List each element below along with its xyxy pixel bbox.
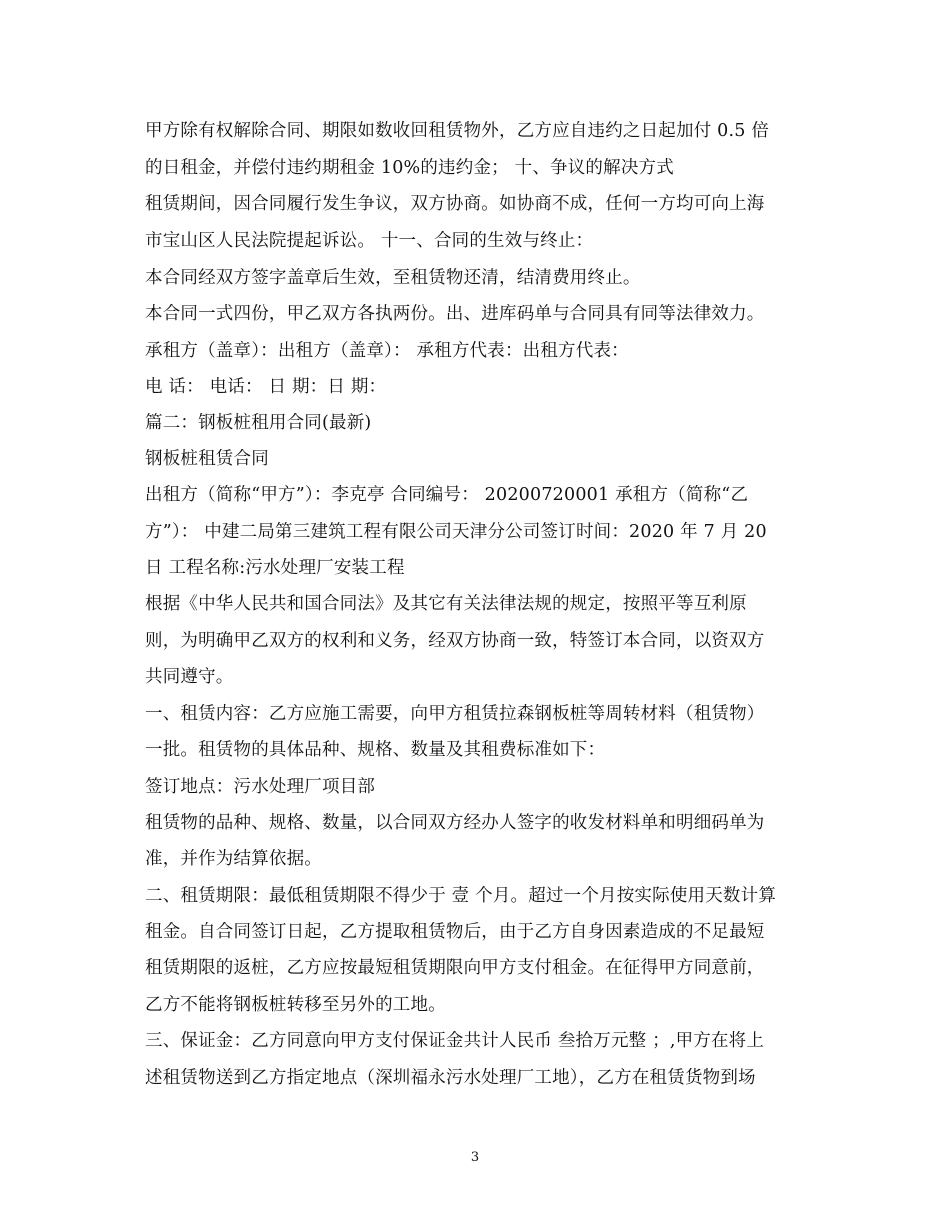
text-line: 电 话： 电话： 日 期：日 期： [145,377,387,397]
text-line: 租赁物的品种、规格、数量，以合同双方经办人签字的收发材料单和明细码单为 [145,813,765,833]
text-line: 甲方除有权解除合同、期限如数收回租赁物外，乙方应自违约之日起加付 0.5 倍 [145,121,770,141]
text-line: 一、租赁内容：乙方应施工需要，向甲方租赁拉森钢板桩等周转材料（租赁物） [145,704,765,724]
text-line: 出租方（简称“甲方”）：李克亭 合同编号： 20200720001 承租方（简称“乙 [145,485,749,505]
document-title: 钢板桩租赁合同 [145,449,269,469]
text-line: 乙方不能将钢板桩转移至另外的工地。 [145,995,446,1015]
text-line: 则，为明确甲乙双方的权利和义务，经双方协商一致，特签订本合同，以资双方 [145,631,765,651]
text-line: 述租赁物送到乙方指定地点（深圳福永污水处理厂工地），乙方在租赁货物到场 [145,1068,756,1088]
text-line: 准，并作为结算依据。 [145,849,322,869]
text-line: 本合同经双方签字盖章后生效，至租赁物还清，结清费用终止。 [145,268,641,288]
text-line: 租赁期限的返桩，乙方应按最短租赁期限向甲方支付租金。在征得甲方同意前， [145,958,765,978]
text-line: 一批。租赁物的具体品种、规格、数量及其租费标准如下： [145,740,606,760]
text-line: 签订地点：污水处理厂项目部 [145,777,376,797]
section-heading: 篇二：钢板桩租用合同(最新) [145,413,372,433]
text-line: 的日租金，并偿付违约期租金 10%的违约金； 十、争议的解决方式 [145,158,674,178]
page-number: 3 [470,1150,480,1165]
text-line: 三、保证金：乙方同意向甲方支付保证金共计人民币 叁拾万元整 ；,甲方在将上 [145,1031,765,1051]
text-line: 二、租赁期限：最低租赁期限不得少于 壹 个月。超过一个月按实际使用天数计算 [145,886,777,906]
text-line: 共同遵守。 [145,667,234,687]
text-line: 承租方（盖章）：出租方（盖章）： 承租方代表：出租方代表： [145,341,629,361]
text-line: 租金。自合同签订日起，乙方提取租赁物后，由于乙方自身因素造成的不足最短 [145,922,765,942]
text-line: 租赁期间，因合同履行发生争议，双方协商。如协商不成，任何一方均可向上海 [145,194,765,214]
text-line: 日 工程名称:污水处理厂安装工程 [145,558,405,578]
text-line: 市宝山区人民法院提起诉讼。 十一、合同的生效与终止： [145,231,594,251]
text-line: 本合同一式四份，甲乙双方各执两份。出、进库码单与合同具有同等法律效力。 [145,304,765,324]
text-line: 根据《中华人民共和国合同法》及其它有关法律法规的规定，按照平等互利原 [145,594,747,614]
text-line: 方”）： 中建二局第三建筑工程有限公司天津分公司签订时间：2020 年 7 月 20 [145,522,767,542]
